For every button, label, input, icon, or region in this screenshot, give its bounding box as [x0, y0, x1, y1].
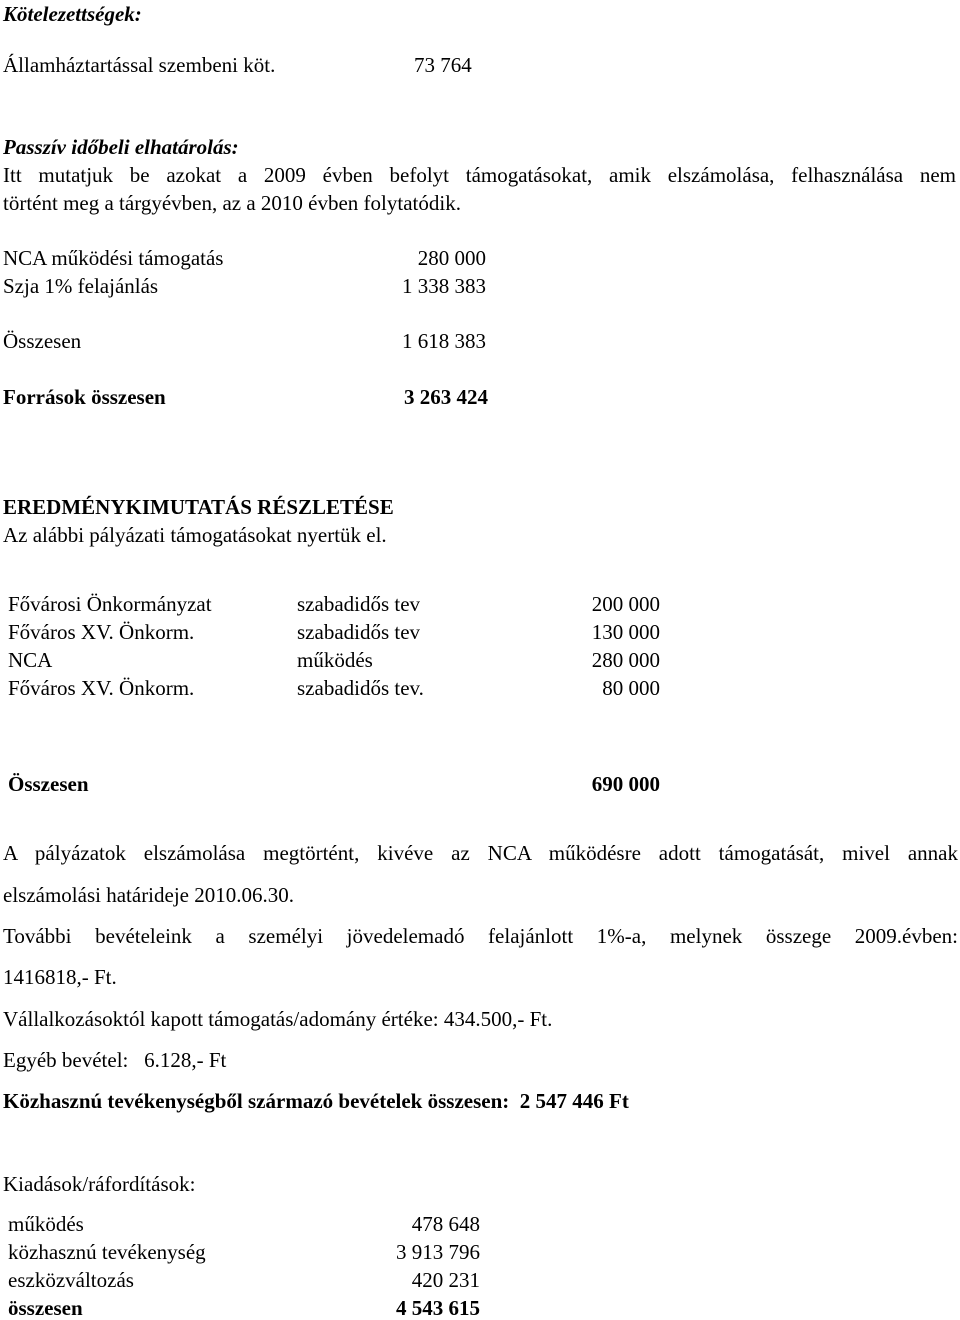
expense-value: 478 648 [411, 1212, 480, 1236]
sources-total-label: Források összesen [3, 385, 166, 409]
grant-purpose: működés [297, 648, 373, 672]
grants-total-label: Összesen [8, 772, 89, 796]
paragraph-donations: Vállalkozásoktól kapott támogatás/adomány értéke: 434.500,- Ft. [3, 1007, 553, 1031]
deferred-item-label: Szja 1% felajánlás [3, 274, 159, 298]
deferred-heading: Passzív időbeli elhatárolás: [3, 135, 239, 159]
grant-amount: 80 000 [602, 676, 660, 700]
deferred-item-label: NCA működési támogatás [3, 246, 224, 270]
grant-purpose: szabadidős tev. [297, 676, 424, 700]
paragraph-public-benefit-income-total: Közhasznú tevékenységből származó bevételek összesen: 2 547 446 Ft [3, 1089, 629, 1113]
paragraph-szja-line2: 1416818,- Ft. [3, 965, 117, 989]
deferred-text-line1: Itt mutatjuk be azokat a 2009 évben befolyt támogatásokat, amik elszámolása, felhasználása nem [3, 163, 956, 187]
expense-label: közhasznú tevékenység [8, 1240, 206, 1264]
income-statement-heading: EREDMÉNYKIMUTATÁS RÉSZLETÉSE [3, 495, 394, 519]
grant-purpose: szabadidős tev [297, 592, 421, 616]
grant-source: Főváros XV. Önkorm. [8, 676, 195, 700]
expenses-total-value: 4 543 615 [396, 1296, 480, 1320]
grant-source: Fővárosi Önkormányzat [8, 592, 212, 616]
grant-amount: 200 000 [591, 592, 660, 616]
deferred-text-line2: történt meg a tárgyévben, az a 2010 évben folytatódik. [3, 191, 461, 215]
deferred-total-label: Összesen [3, 329, 82, 353]
grant-source: NCA [8, 648, 53, 672]
expenses-heading: Kiadások/ráfordítások: [3, 1172, 196, 1196]
paragraph-other-income: Egyéb bevétel: 6.128,- Ft [3, 1048, 227, 1072]
obligations-label: Államháztartással szembeni köt. [3, 53, 276, 77]
expense-label: működés [8, 1212, 84, 1236]
obligations-value: 73 764 [414, 53, 472, 77]
expense-label: eszközváltozás [8, 1268, 134, 1292]
paragraph-settlement-line1: A pályázatok elszámolása megtörtént, kivéve az NCA működésre adott támogatását, mivel annak [3, 841, 958, 865]
deferred-item-value: 1 338 383 [402, 274, 486, 298]
grant-amount: 280 000 [591, 648, 660, 672]
deferred-total-value: 1 618 383 [402, 329, 486, 353]
income-statement-intro: Az alábbi pályázati támogatásokat nyertük el. [3, 523, 387, 547]
grant-amount: 130 000 [591, 620, 660, 644]
expense-value: 420 231 [411, 1268, 480, 1292]
expenses-total-label: összesen [8, 1296, 83, 1320]
expense-value: 3 913 796 [396, 1240, 480, 1264]
grant-purpose: szabadidős tev [297, 620, 421, 644]
obligations-heading: Kötelezettségek: [3, 2, 142, 26]
grants-total-value: 690 000 [591, 772, 660, 796]
grant-source: Főváros XV. Önkorm. [8, 620, 195, 644]
sources-total-value: 3 263 424 [404, 385, 488, 409]
paragraph-szja-line1: További bevételeink a személyi jövedelemadó felajánlott 1%-a, melynek összege 2009.évben: [3, 924, 958, 948]
paragraph-settlement-line2: elszámolási határideje 2010.06.30. [3, 883, 294, 907]
deferred-item-value: 280 000 [417, 246, 486, 270]
